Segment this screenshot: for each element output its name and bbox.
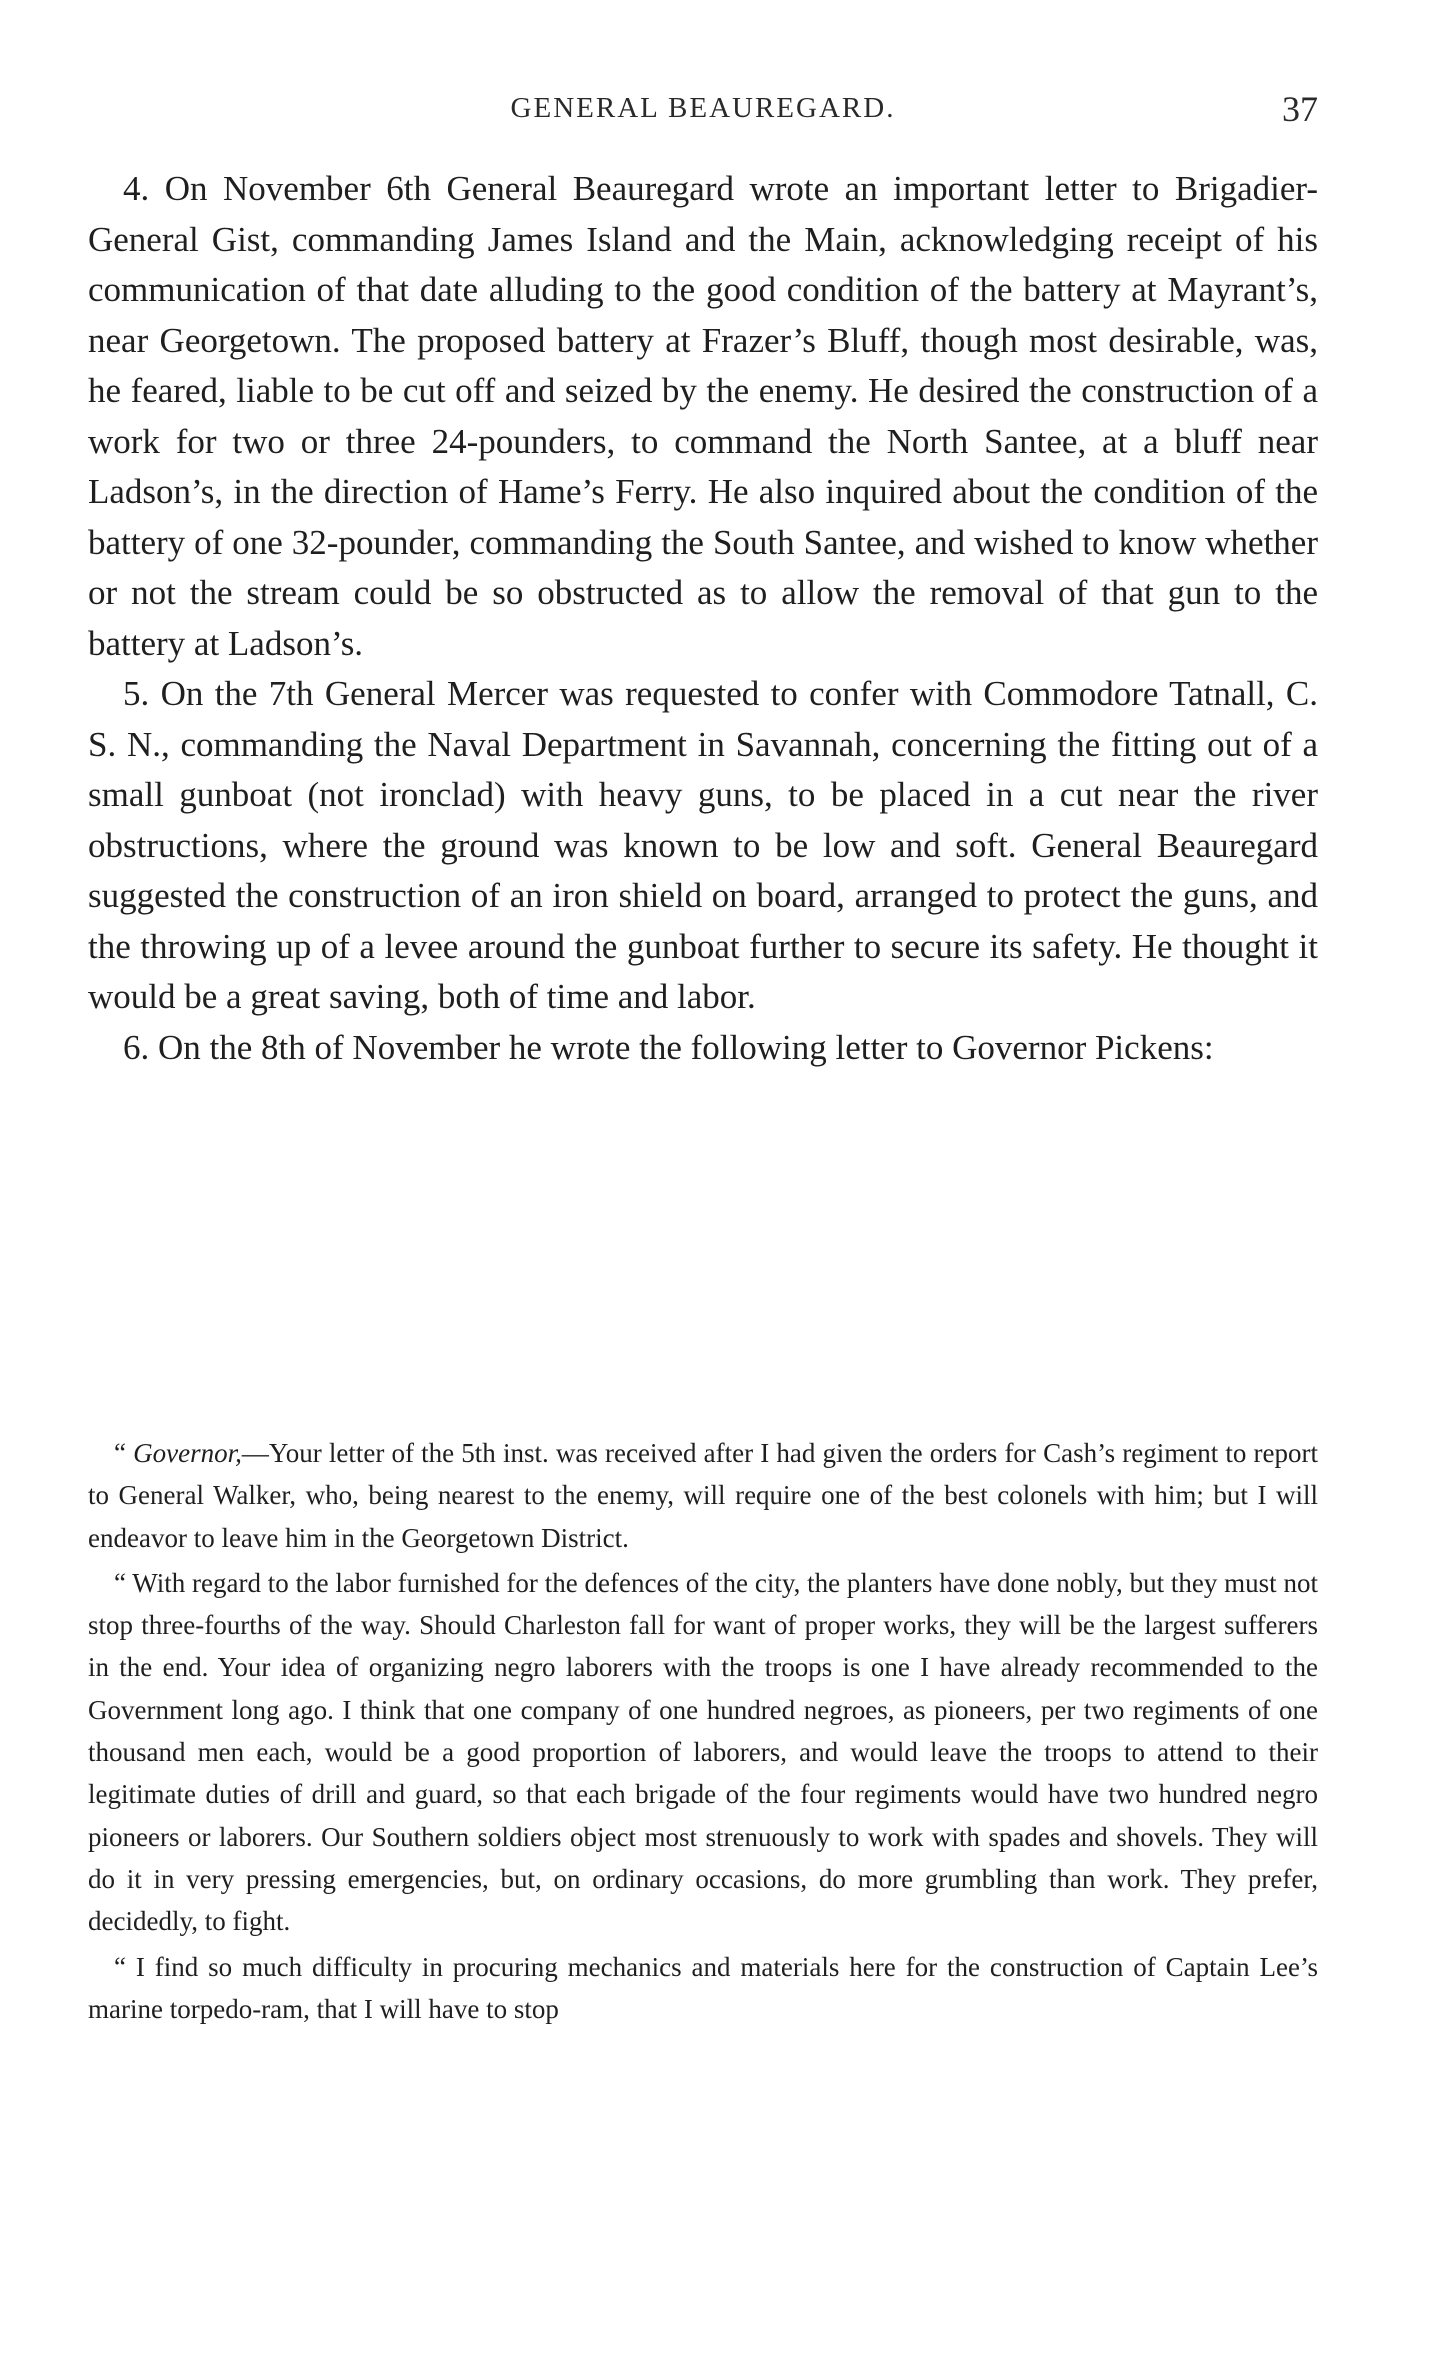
body-text — [88, 164, 1318, 1073]
quoted-letter — [88, 1432, 1318, 2033]
paragraph-4: 4. On November 6th General Beauregard wrote an important letter to Brigadier-General Gist, commanding James Island and the Main, acknowledging receipt of his communication of that date alluding to the good condition of the battery at Mayrant’s, near Georgetown. The proposed battery at Frazer’s Bluff, though most desirable, was, he feared, liable to be cut off and seized by the enemy. He desired the construction of a work for two or three 24-pounders, to command the North Santee, at a bluff near Ladson’s, in the direction of Hame’s Ferry. He also inquired about the condition of the battery of one 32-pounder, commanding the South Santee, and wished to know whether or not the stream could be so obstructed as to allow the removal of that gun to the battery at Ladson’s. — [88, 169, 1318, 663]
quote-paragraph-3: “ I find so much difficulty in procuring mechanics and materials here for the construction of Captain Lee’s marine torpedo-ram, that I will have to stop — [88, 1951, 1318, 2024]
page-number: 37 — [1282, 89, 1318, 129]
quote-salutation: Governor, — [133, 1438, 242, 1468]
quote-paragraph-2: “ With regard to the labor furnished for the defences of the city, the planters have done nobly, but they must not stop three-fourths of the way. Should Charleston fall for want of proper works, they will be the largest sufferers in the end. Your idea of organizing negro laborers with the troops is one I have already recommended to the Government long ago. I think that one company of one hundred negroes, as pioneers, per two regiments of one thousand men each, would be a good proportion of laborers, and would leave the troops to attend to their legitimate duties of drill and guard, so that each brigade of the four regiments would have two hundred negro pioneers or laborers. Our Southern soldiers object most strenuously to work with spades and shovels. They will do it in very pressing emergencies, but, on ordinary occasions, do more grumbling than work. They prefer, decidedly, to fight. — [88, 1567, 1318, 1937]
paragraph-6: 6. On the 8th of November he wrote the following letter to Governor Pickens: — [123, 1027, 1214, 1067]
running-head — [88, 88, 1318, 132]
quote-paragraph-1-text: —Your letter of the 5th inst. was received after I had given the orders for Cash’s regiment to report to General Walker, who, being nearest to the enemy, will require one of the best colonels with him; but I will endeavor to leave him in the Georgetown District. — [88, 1438, 1319, 1553]
quote-paragraph-1: “ Governor,—Your letter of the 5th inst. was received after I had given the orders for Cash’s regiment to report to General Walker, who, being nearest to the enemy, will require one of the best colonels with him; but I will endeavor to leave him in the Georgetown District. — [88, 1438, 1319, 1553]
paragraph-5: 5. On the 7th General Mercer was requested to confer with Commodore Tatnall, C. S. N., commanding the Naval Department in Savannah, concerning the fitting out of a small gunboat (not ironclad) with heavy guns, to be placed in a cut near the river obstructions, where the ground was known to be low and soft. General Beauregard suggested the construction of an iron shield on board, arranged to protect the guns, and the throwing up of a levee around the gunboat further to secure its safety. He thought it would be a great saving, both of time and labor. — [88, 674, 1318, 1016]
running-title: GENERAL BEAUREGARD. — [510, 92, 896, 124]
